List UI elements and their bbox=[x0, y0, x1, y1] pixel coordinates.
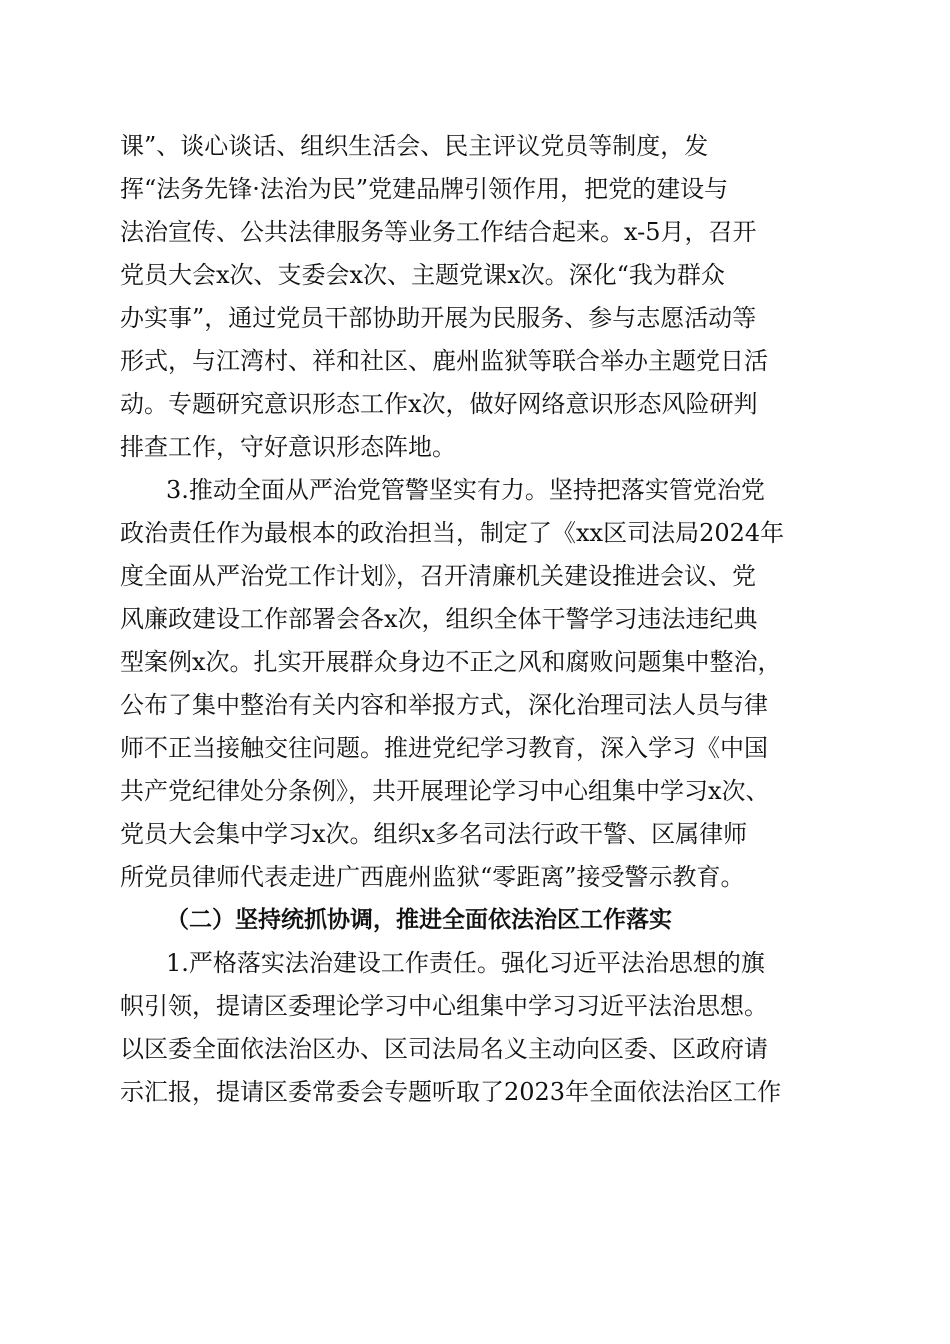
text-line: 排查工作，守好意识形态阵地。 bbox=[120, 433, 456, 461]
text-line: 师不正当接触交往问题。推进党纪学习教育，深入学习《中国 bbox=[120, 734, 768, 762]
text-line: 法治宣传、公共法律服务等业务工作结合起来。x-5月，召开 bbox=[120, 218, 757, 246]
paragraph-start-line: 3.推动全面从严治党管警坚实有力。坚持把落实管党治党 bbox=[166, 476, 765, 504]
section-heading: （二）坚持统抓协调，推进全面依法治区工作落实 bbox=[166, 907, 672, 933]
text-line: 示汇报，提请区委常委会专题听取了2023年全面依法治区工作 bbox=[120, 1078, 782, 1106]
text-line: 度全面从严治党工作计划》，召开清廉机关建设推进会议、党 bbox=[120, 562, 756, 590]
text-line: 政治责任作为最根本的政治担当，制定了《xx区司法局2024年 bbox=[120, 519, 785, 547]
text-line: 课”、谈心谈话、组织生活会、民主评议党员等制度，发 bbox=[120, 132, 709, 160]
text-line: 帜引领，提请区委理论学习中心组集中学习习近平法治思想。 bbox=[120, 992, 768, 1020]
text-line: 党员大会集中学习x次。组织x多名司法行政干警、区属律师 bbox=[120, 820, 748, 848]
text-line: 挥“法务先锋·法治为民”党建品牌引领作用，把党的建设与 bbox=[120, 175, 729, 203]
text-line: 以区委全面依法治区办、区司法局名义主动向区委、区政府请 bbox=[120, 1035, 768, 1063]
text-line: 党员大会x次、支委会x次、主题党课x次。深化“我为群众 bbox=[120, 261, 725, 289]
text-line: 公布了集中整治有关内容和举报方式，深化治理司法人员与律 bbox=[120, 691, 768, 719]
text-line: 共产党纪律处分条例》，共开展理论学习中心组集中学习x次、 bbox=[120, 777, 770, 805]
paragraph-start-line: 1.严格落实法治建设工作责任。强化习近平法治思想的旗 bbox=[166, 949, 765, 977]
text-line: 形式，与江湾村、祥和社区、鹿州监狱等联合举办主题党日活 bbox=[120, 347, 768, 375]
text-line: 风廉政建设工作部署会各x次，组织全体干警学习违法违纪典 bbox=[120, 605, 758, 633]
text-line: 动。专题研究意识形态工作x次，做好网络意识形态风险研判 bbox=[120, 390, 758, 418]
document-body bbox=[120, 125, 832, 1114]
text-line: 所党员律师代表走进广西鹿州监狱“零距离”接受警示教育。 bbox=[120, 863, 745, 891]
text-line: 办实事”，通过党员干部协助开展为民服务、参与志愿活动等 bbox=[120, 304, 757, 332]
text-line: 型案例x次。扎实开展群众身边不正之风和腐败问题集中整治， bbox=[120, 648, 782, 676]
